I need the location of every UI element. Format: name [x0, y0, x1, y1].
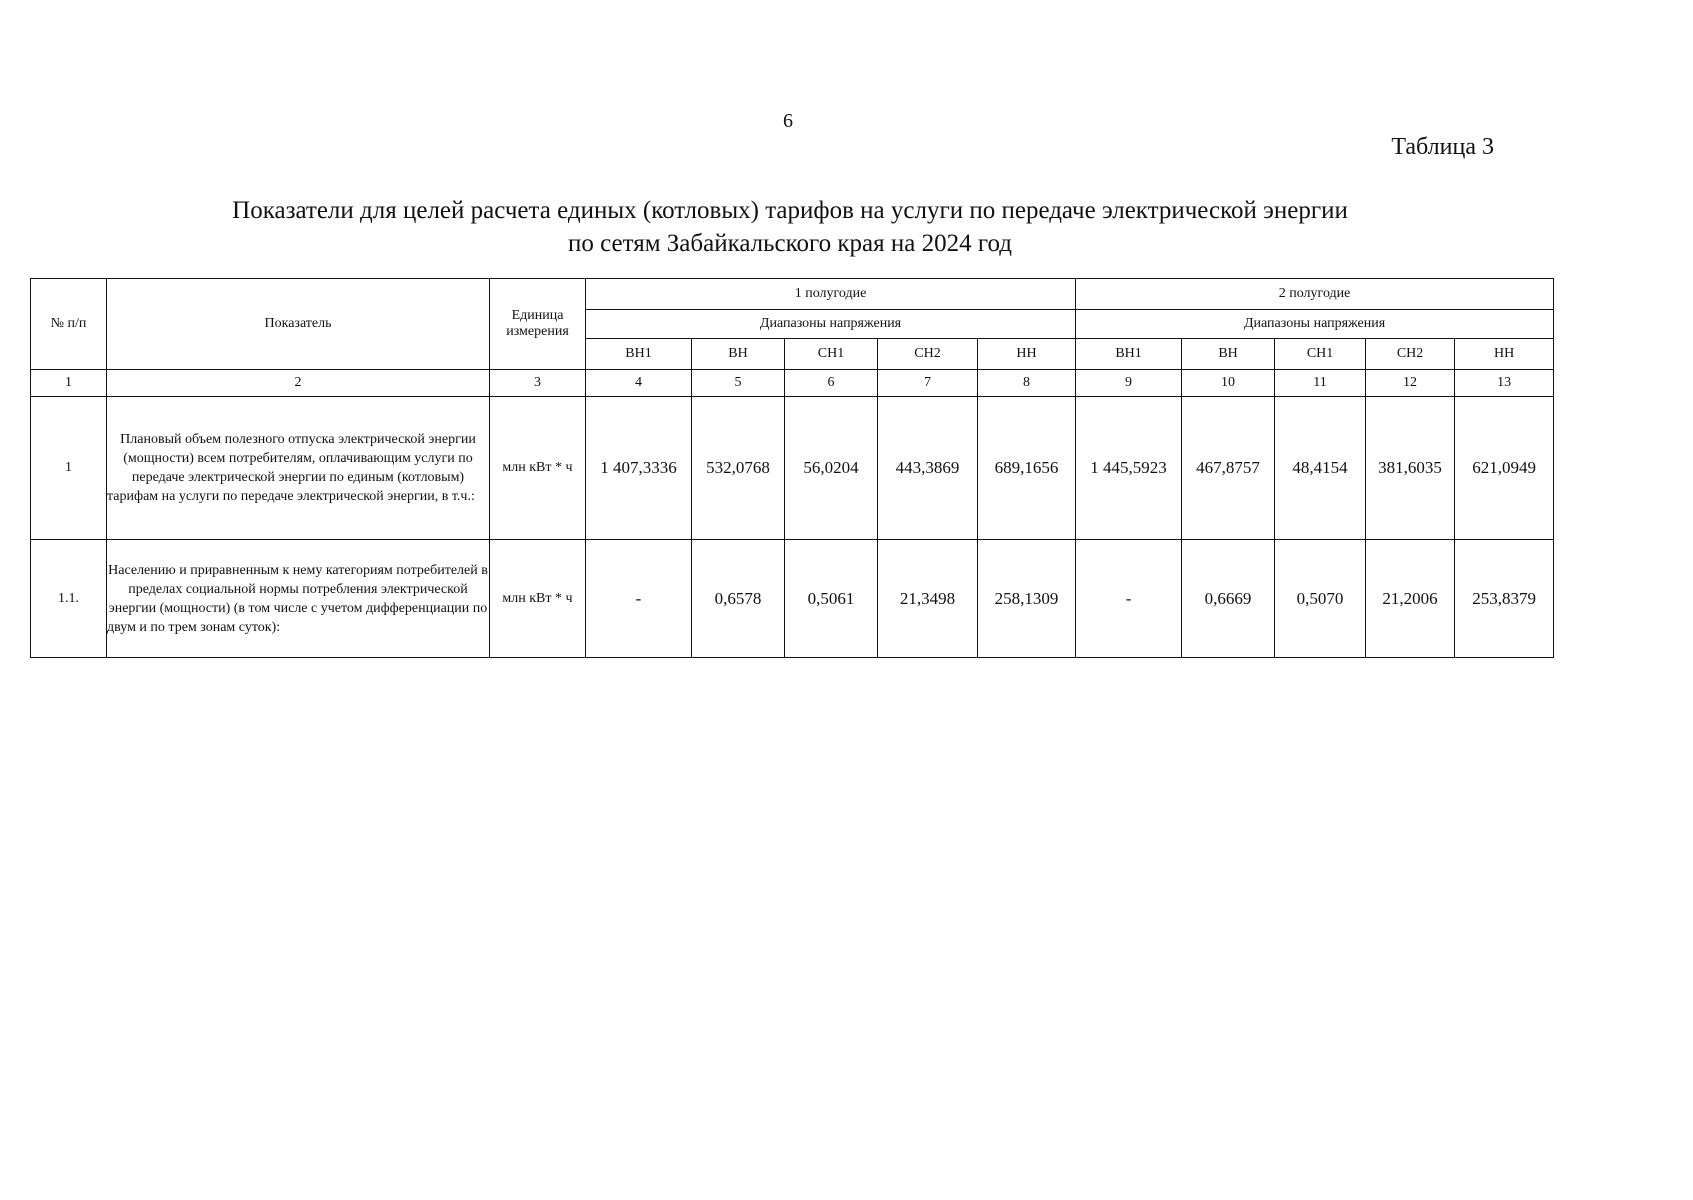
header-half-2: 2 полугодие [1076, 279, 1554, 310]
table-row [31, 397, 1554, 540]
header-row-periods [31, 279, 1554, 310]
column-number: 8 [978, 370, 1076, 397]
column-number: 12 [1366, 370, 1455, 397]
title-line-1: Показатели для целей расчета единых (котловых) тарифов на услуги по передаче электрической энергии [232, 197, 1348, 224]
value-cell: 0,6578 [692, 540, 785, 658]
voltage-header: СН2 [878, 339, 978, 370]
voltage-header: ВН1 [586, 339, 692, 370]
column-number: 13 [1455, 370, 1554, 397]
value-cell: 689,1656 [978, 397, 1076, 540]
indicators-table [30, 278, 1554, 658]
header-num: № п/п [31, 279, 107, 370]
value-cell: 381,6035 [1366, 397, 1455, 540]
header-half-1: 1 полугодие [586, 279, 1076, 310]
value-cell: 56,0204 [785, 397, 878, 540]
column-number: 1 [31, 370, 107, 397]
value-cell: 253,8379 [1455, 540, 1554, 658]
column-number: 6 [785, 370, 878, 397]
document-title [0, 194, 1580, 260]
value-cell: - [1076, 540, 1182, 658]
header-indicator: Показатель [107, 279, 490, 370]
table-label: Таблица 3 [1391, 134, 1494, 160]
table-row [31, 540, 1554, 658]
voltage-header: СН1 [1275, 339, 1366, 370]
value-cell: 21,2006 [1366, 540, 1455, 658]
column-number: 3 [490, 370, 586, 397]
column-number: 2 [107, 370, 490, 397]
value-cell: 0,5061 [785, 540, 878, 658]
row-number: 1.1. [31, 540, 107, 658]
voltage-header: НН [1455, 339, 1554, 370]
column-number: 4 [586, 370, 692, 397]
voltage-header: ВН [692, 339, 785, 370]
column-number-row [31, 370, 1554, 397]
column-number: 7 [878, 370, 978, 397]
column-number: 9 [1076, 370, 1182, 397]
voltage-header: ВН [1182, 339, 1275, 370]
column-number: 10 [1182, 370, 1275, 397]
column-number: 5 [692, 370, 785, 397]
value-cell: - [586, 540, 692, 658]
voltage-header: СН2 [1366, 339, 1455, 370]
title-line-2: по сетям Забайкальского края на 2024 год [567, 230, 1013, 257]
row-indicator: Населению и приравненным к нему категориям потребителей в пределах социальной нормы потребления электрической энергии (мощности) (в том числе с учетом дифференциации по двум и по трем зонам суток): [107, 540, 490, 658]
row-unit: млн кВт * ч [490, 397, 586, 540]
value-cell: 467,8757 [1182, 397, 1275, 540]
value-cell: 1 445,5923 [1076, 397, 1182, 540]
row-indicator: Плановый объем полезного отпуска электрической энергии (мощности) всем потребителям, оплачивающим услуги по передаче электрической энергии по единым (котловым) тарифам на услуги по передаче электрической энергии, в т.ч.: [107, 397, 490, 540]
header-unit: Единица измерения [490, 279, 586, 370]
value-cell: 443,3869 [878, 397, 978, 540]
value-cell: 21,3498 [878, 540, 978, 658]
voltage-header: НН [978, 339, 1076, 370]
header-ranges-2: Диапазоны напряжения [1076, 310, 1554, 339]
voltage-header: СН1 [785, 339, 878, 370]
column-number: 11 [1275, 370, 1366, 397]
value-cell: 621,0949 [1455, 397, 1554, 540]
page-number: 6 [783, 110, 793, 132]
value-cell: 532,0768 [692, 397, 785, 540]
value-cell: 48,4154 [1275, 397, 1366, 540]
value-cell: 258,1309 [978, 540, 1076, 658]
value-cell: 1 407,3336 [586, 397, 692, 540]
value-cell: 0,5070 [1275, 540, 1366, 658]
row-number: 1 [31, 397, 107, 540]
row-unit: млн кВт * ч [490, 540, 586, 658]
value-cell: 0,6669 [1182, 540, 1275, 658]
voltage-header: ВН1 [1076, 339, 1182, 370]
header-ranges-1: Диапазоны напряжения [586, 310, 1076, 339]
